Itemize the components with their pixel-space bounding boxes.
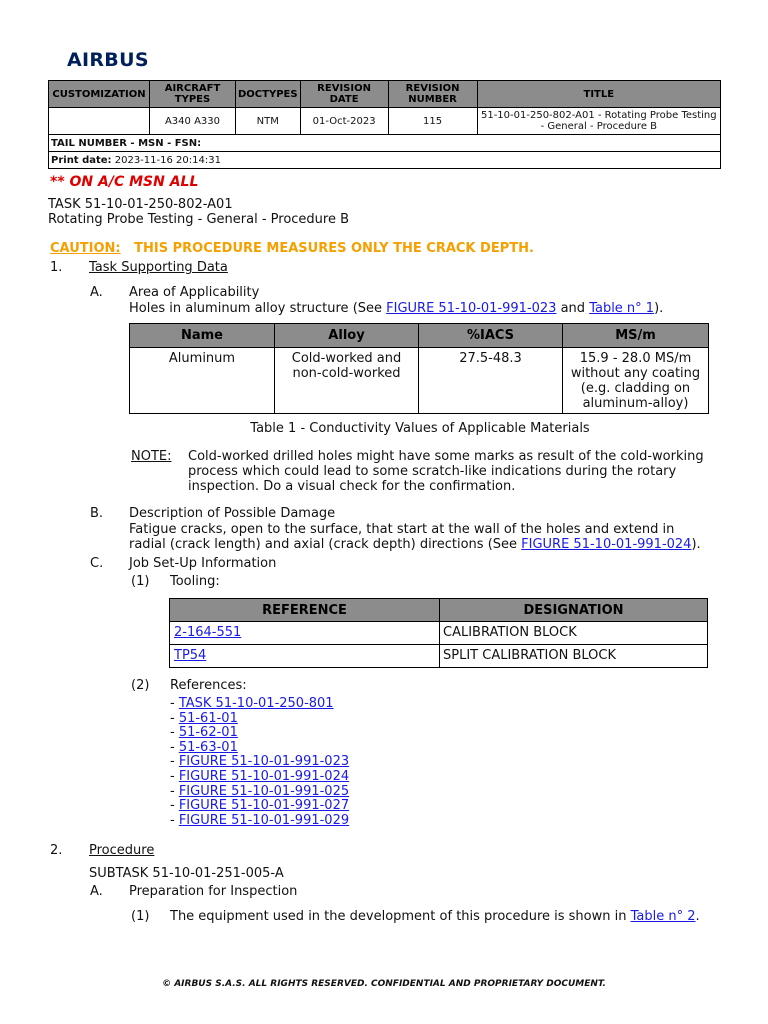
- col-reference: REFERENCE: [170, 599, 440, 622]
- aircraft-types-value: A340 A330: [150, 108, 236, 135]
- references-list: [170, 697, 349, 828]
- col-revision-date: REVISION DATE: [300, 81, 388, 108]
- text-fragment: ).: [691, 537, 701, 552]
- tooling-table: [169, 598, 708, 668]
- tool-ref-cell: [170, 645, 440, 668]
- section1-number: 1.: [50, 260, 63, 275]
- tool-ref-link[interactable]: TP54: [174, 648, 207, 663]
- reference-link[interactable]: 51-62-01: [178, 725, 238, 741]
- section1a-letter: A.: [90, 285, 103, 300]
- figure-024-link[interactable]: FIGURE 51-10-01-991-024: [521, 537, 692, 552]
- section1c-letter: C.: [90, 556, 104, 571]
- caution-label: CAUTION:: [50, 241, 121, 256]
- table-2-link[interactable]: Table n° 2: [630, 909, 696, 924]
- print-date-label: Print date:: [51, 154, 112, 166]
- section2-title: Procedure: [89, 843, 155, 858]
- reference-link[interactable]: TASK 51-10-01-250-801: [178, 696, 334, 711]
- reference-link[interactable]: 51-63-01: [178, 739, 238, 755]
- text-fragment: The equipment used in the development of this procedure is shown in: [170, 909, 631, 924]
- reference-item: - FIGURE 51-10-01-991-025: [170, 783, 350, 799]
- col-customization: CUSTOMIZATION: [49, 81, 150, 108]
- figure-023-link[interactable]: FIGURE 51-10-01-991-023: [386, 301, 557, 316]
- caution-text: THIS PROCEDURE MEASURES ONLY THE CRACK DEPTH.: [134, 241, 534, 256]
- col-designation: DESIGNATION: [440, 599, 708, 622]
- reference-item: - TASK 51-10-01-250-801: [170, 696, 334, 711]
- col-title: TITLE: [477, 81, 720, 108]
- col-doctypes: DOCTYPES: [236, 81, 301, 108]
- section2a-title: Preparation for Inspection: [129, 884, 298, 899]
- table-1-link[interactable]: Table n° 1: [589, 301, 655, 316]
- reference-link[interactable]: 51-61-01: [178, 710, 238, 726]
- section1a-title: Area of Applicability: [129, 285, 260, 300]
- note-text: Cold-worked drilled holes might have some marks as result of the cold-working process which could lead to some scratch-like indications during the rotary inspection. Do a visual check for the confirmation.: [188, 449, 704, 494]
- references-number: (2): [131, 678, 150, 693]
- reference-item: - FIGURE 51-10-01-991-029: [170, 812, 350, 828]
- col-name: Name: [130, 324, 275, 348]
- task-title: Rotating Probe Testing - General - Procedure B: [48, 212, 350, 227]
- tool-designation-cell: CALIBRATION BLOCK: [440, 622, 708, 645]
- references-title: References:: [170, 678, 247, 693]
- col-msm: MS/m: [563, 324, 709, 348]
- text-fragment: Fatigue cracks, open to the surface, that start at the wall of the holes and extend in radial (crack length) and axial (crack depth) directions (See: [129, 522, 675, 552]
- task-number: TASK 51-10-01-250-802-A01: [48, 197, 233, 212]
- reference-item: - FIGURE 51-10-01-991-024: [170, 768, 350, 784]
- col-alloy: Alloy: [275, 324, 419, 348]
- doctypes-value: NTM: [236, 108, 301, 135]
- cell-msm: 15.9 - 28.0 MS/m without any coating (e.g. cladding on aluminum-alloy): [563, 348, 709, 414]
- text-fragment: and: [556, 301, 590, 316]
- conductivity-table: [129, 323, 709, 414]
- text-fragment: Holes in aluminum alloy structure (See: [129, 301, 387, 316]
- section1b-letter: B.: [90, 506, 104, 521]
- reference-item: - 51-62-01: [170, 725, 238, 741]
- text-fragment: ).: [654, 301, 664, 316]
- tool-ref-link[interactable]: 2-164-551: [174, 625, 242, 640]
- reference-link[interactable]: FIGURE 51-10-01-991-024: [178, 768, 350, 784]
- reference-item: - 51-61-01: [170, 710, 238, 726]
- print-date-row: [49, 152, 721, 169]
- tool-ref-cell: [170, 622, 440, 645]
- msn-applicability: ** ON A/C MSN ALL: [50, 174, 199, 190]
- reference-item: - FIGURE 51-10-01-991-027: [170, 798, 350, 814]
- section1b-title: Description of Possible Damage: [129, 506, 336, 521]
- step-text: [170, 909, 700, 924]
- reference-item: - FIGURE 51-10-01-991-023: [170, 754, 350, 770]
- subtask-number: SUBTASK 51-10-01-251-005-A: [89, 866, 284, 881]
- cell-alloy: Cold-worked and non-cold-worked: [275, 348, 419, 414]
- section1-title: Task Supporting Data: [89, 260, 228, 275]
- cell-iacs: 27.5-48.3: [419, 348, 563, 414]
- caution-block: [50, 241, 534, 256]
- col-revision-number: REVISION NUMBER: [388, 81, 477, 108]
- col-iacs: %IACS: [419, 324, 563, 348]
- tooling-number: (1): [131, 574, 150, 589]
- reference-item: - 51-63-01: [170, 739, 238, 755]
- airbus-logo: AIRBUS: [67, 49, 149, 71]
- section2a-letter: A.: [90, 884, 103, 899]
- cell-name: Aluminum: [130, 348, 275, 414]
- revision-date-value: 01-Oct-2023: [300, 108, 388, 135]
- reference-link[interactable]: FIGURE 51-10-01-991-025: [178, 783, 350, 799]
- tool-designation-cell: SPLIT CALIBRATION BLOCK: [440, 645, 708, 668]
- section1b-text: [129, 522, 709, 552]
- section1c-title: Job Set-Up Information: [129, 556, 277, 571]
- note-label: NOTE:: [131, 449, 172, 464]
- print-date-value: 2023-11-16 20:14:31: [114, 154, 221, 166]
- text-fragment: .: [695, 909, 700, 924]
- customization-value: [49, 108, 150, 135]
- title-value: 51-10-01-250-802-A01 - Rotating Probe Testing - General - Procedure B: [477, 108, 720, 135]
- reference-link[interactable]: FIGURE 51-10-01-991-027: [178, 798, 350, 814]
- tooling-title: Tooling:: [170, 574, 220, 589]
- col-aircraft-types: AIRCRAFT TYPES: [150, 81, 236, 108]
- section1a-text: [129, 301, 663, 316]
- revision-number-value: 115: [388, 108, 477, 135]
- step-number: (1): [131, 909, 150, 924]
- copyright-footer: © AIRBUS S.A.S. ALL RIGHTS RESERVED. CONFIDENTIAL AND PROPRIETARY DOCUMENT.: [162, 979, 606, 989]
- section2-number: 2.: [50, 843, 63, 858]
- reference-link[interactable]: FIGURE 51-10-01-991-029: [178, 812, 350, 828]
- reference-link[interactable]: FIGURE 51-10-01-991-023: [178, 754, 350, 770]
- table-1-caption: Table 1 - Conductivity Values of Applicable Materials: [250, 421, 590, 436]
- document-header-table: [48, 80, 721, 169]
- tail-number-row: TAIL NUMBER - MSN - FSN:: [49, 135, 721, 152]
